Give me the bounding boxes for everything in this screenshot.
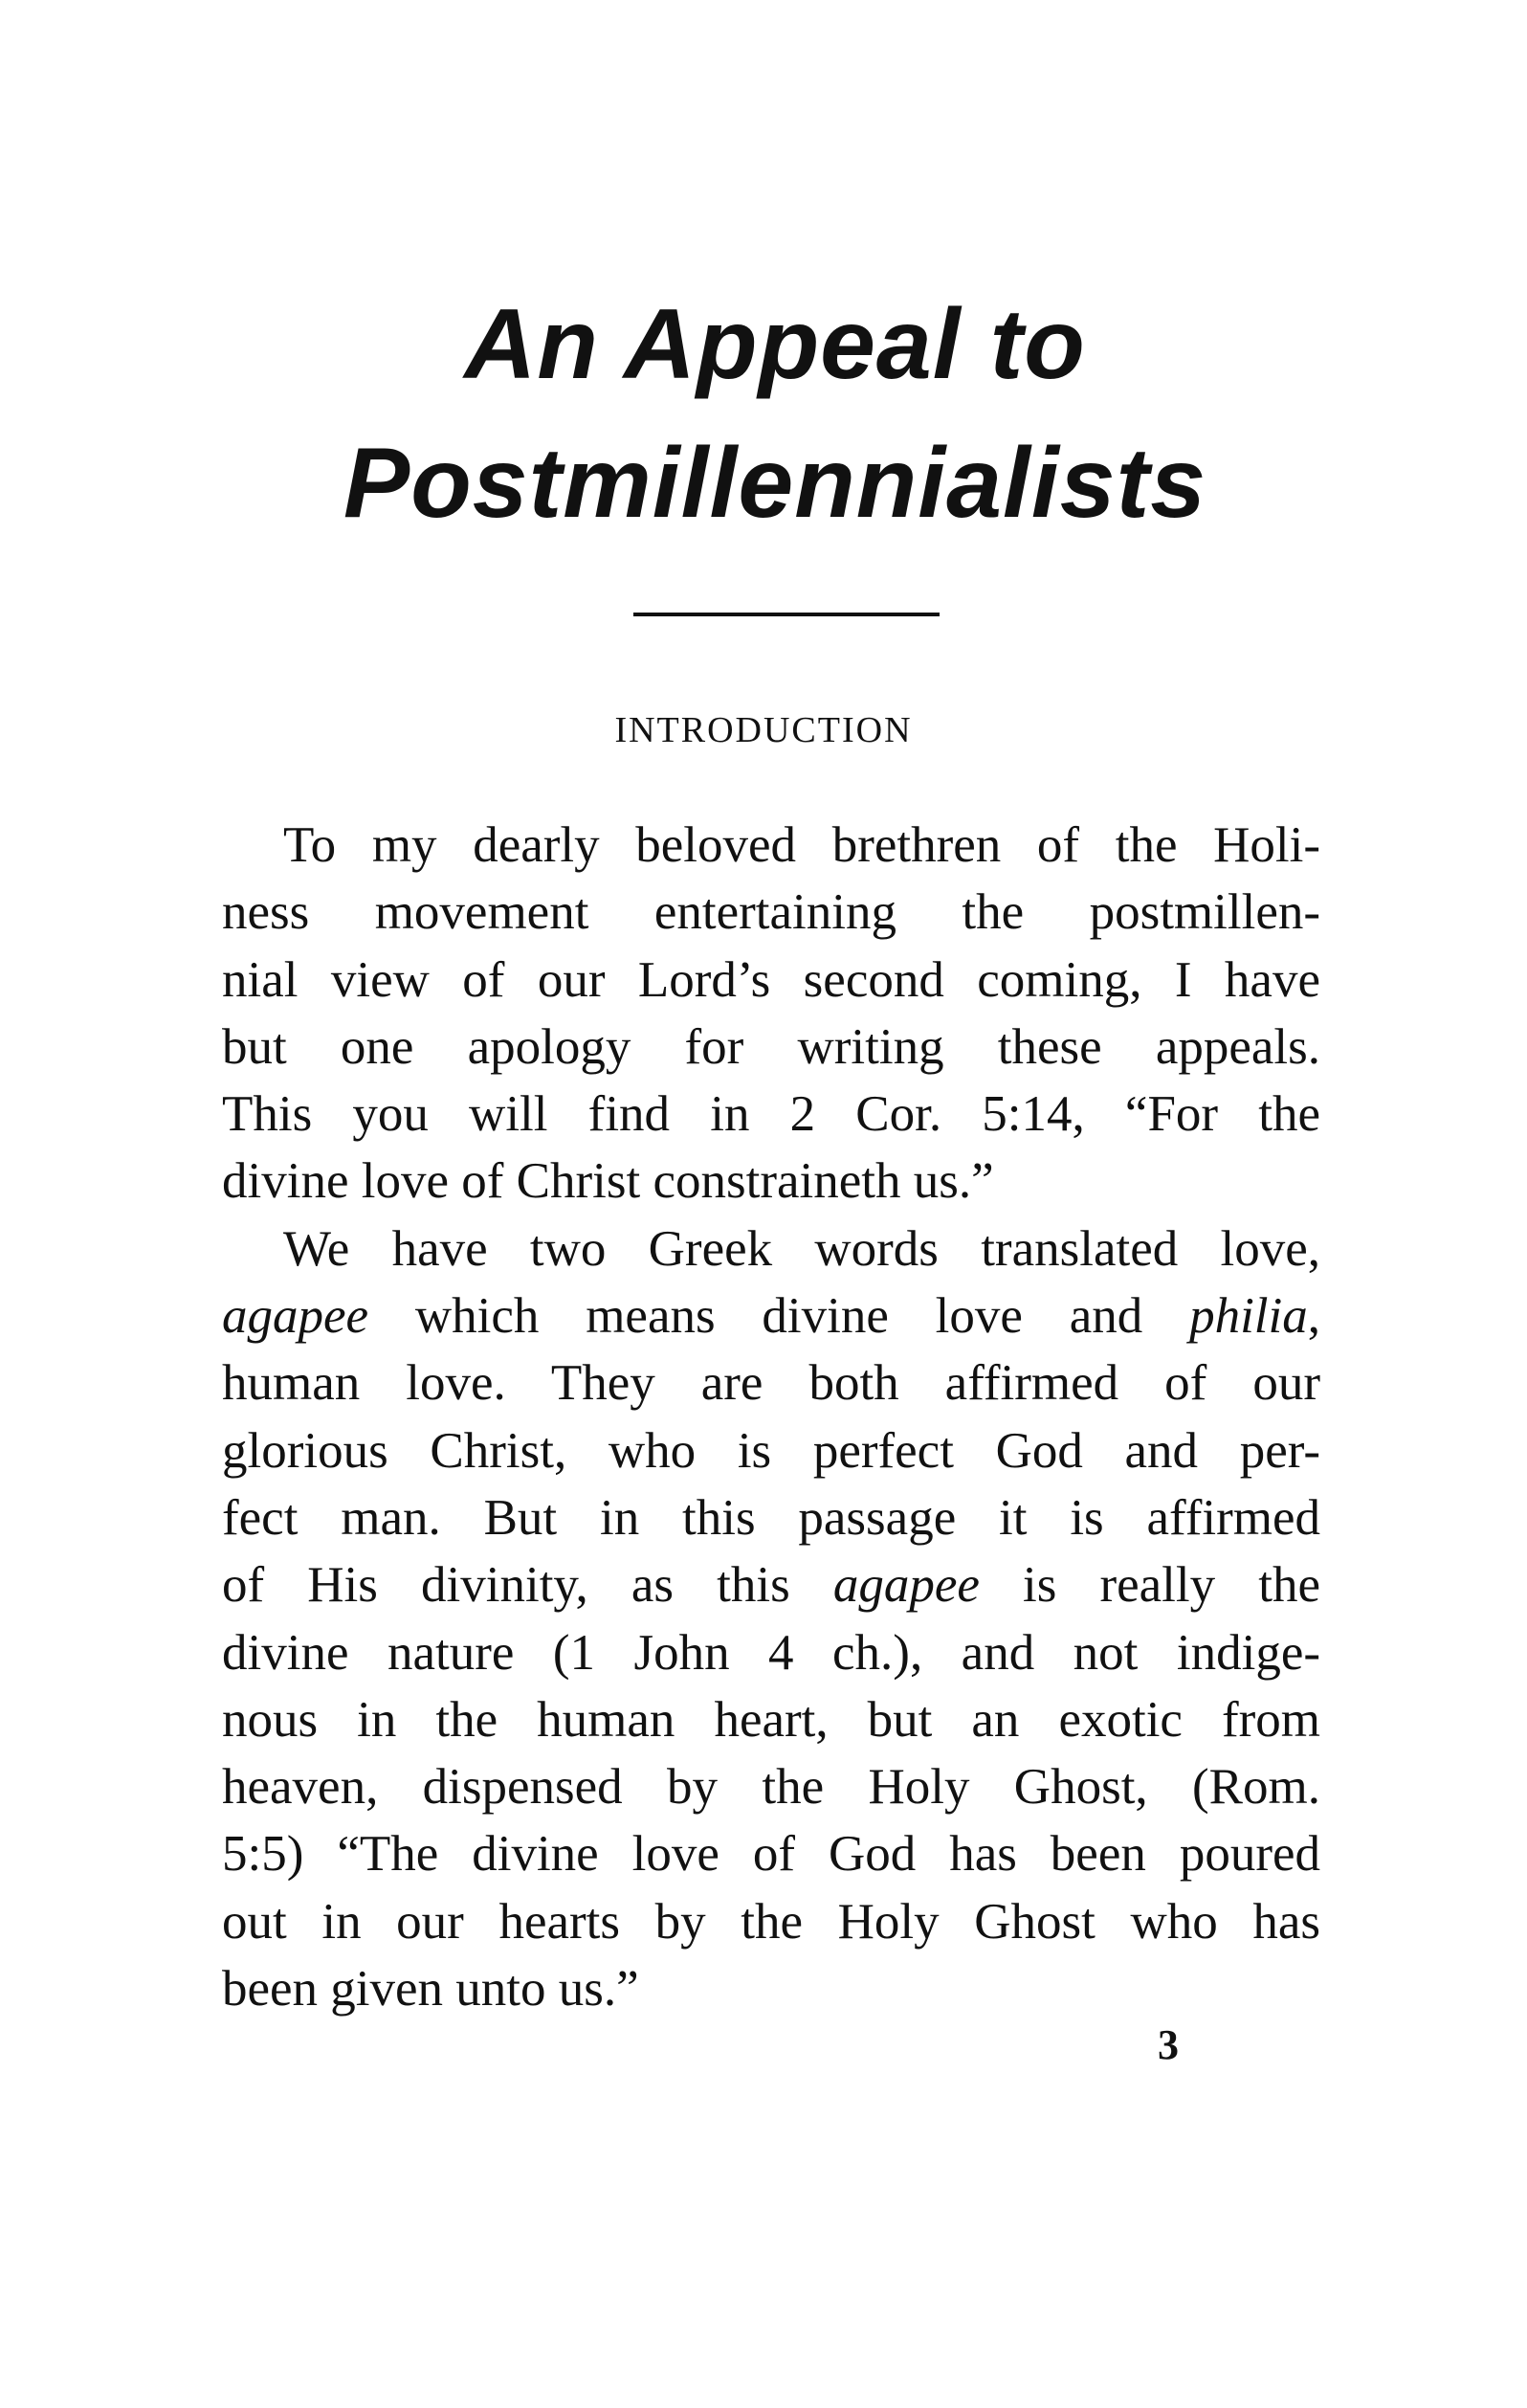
text-line: ness movement entertaining the postmillen-: [222, 884, 1320, 941]
text-line: glorious Christ, who is perfect God and per-: [222, 1422, 1320, 1479]
italic-word: philia: [1189, 1288, 1308, 1345]
text-line: To my dearly beloved brethren of the Holi-: [283, 817, 1320, 873]
text-segment: of His divinity, as this: [222, 1557, 833, 1614]
text-line: nial view of our Lord’s second coming, I have: [222, 951, 1320, 1008]
italic-word: agapee: [832, 1557, 980, 1614]
section-heading: INTRODUCTION: [614, 710, 913, 750]
page-number: 3: [1158, 2021, 1179, 2068]
text-line: been given unto us.”: [222, 1961, 639, 2018]
text-line: fect man. But in this passage it is affirmed: [222, 1489, 1320, 1546]
text-line: nous in the human heart, but an exotic from: [222, 1691, 1320, 1748]
italic-word: agapee: [222, 1288, 369, 1345]
text-line: divine nature (1 John 4 ch.), and not indige-: [222, 1624, 1320, 1681]
text-line: This you will find in 2 Cor. 5:14, “For the: [222, 1086, 1320, 1143]
text-line: heaven, dispensed by the Holy Ghost, (Rom.: [222, 1759, 1320, 1816]
text-line: [222, 1551, 1320, 1618]
paragraph-1: [222, 812, 1320, 1215]
text-segment: ,: [1307, 1288, 1320, 1345]
title-divider: [633, 613, 940, 616]
text-line: but one apology for writing these appeals.: [222, 1018, 1320, 1075]
title-line-2: Postmillennialists: [343, 428, 1207, 539]
text-line: out in our hearts by the Holy Ghost who has: [222, 1893, 1320, 1950]
text-line: human love. They are both affirmed of our: [222, 1355, 1320, 1412]
text-line: divine love of Christ constraineth us.”: [222, 1153, 994, 1210]
text-segment: is really the: [979, 1557, 1321, 1614]
body-text: [222, 812, 1320, 2022]
text-segment: which means divine love and: [368, 1288, 1190, 1345]
paragraph-2: [222, 1215, 1320, 2023]
text-line: 5:5) “The divine love of God has been poured: [222, 1826, 1320, 1883]
title-line-1: An Appeal to: [464, 289, 1086, 400]
text-line: [222, 1282, 1320, 1349]
text-line: We have two Greek words translated love,: [283, 1220, 1320, 1277]
